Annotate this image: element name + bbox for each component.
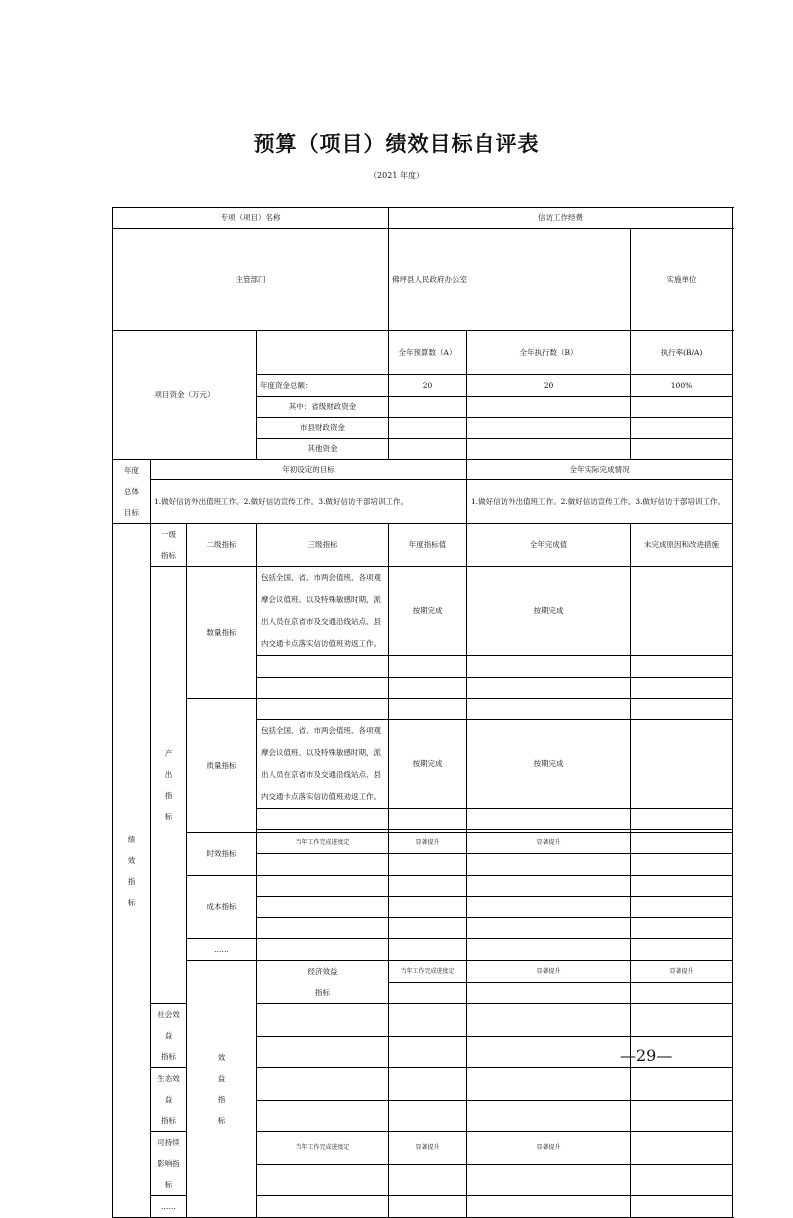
funds-city-label: 市县财政资金 — [257, 418, 389, 439]
social-label: 社会效益 指标 — [151, 1004, 187, 1068]
funds-provincial-label: 其中：省级财政资金 — [257, 397, 389, 418]
timeliness-target: 显著提升 — [389, 833, 467, 854]
goals-planned-text: 1.做好信访外出值班工作。2.做好信访宣传工作。3.做好信访干部培训工作。 — [151, 480, 467, 524]
performance-indicator-label: 绩 效 指 标 — [113, 524, 151, 1218]
quality-target: 按期完成 — [389, 720, 467, 809]
report-year: （2021 年度） — [369, 171, 424, 180]
goals-label-2: 总体 — [124, 487, 139, 497]
department-row — [113, 229, 733, 331]
evaluation-table — [112, 207, 733, 1218]
goals-label-3: 目标 — [124, 508, 139, 518]
economic-text: 当年工作完成进度定 — [389, 961, 467, 983]
timeliness-actual: 显著提升 — [467, 833, 631, 854]
goals-header-row — [113, 460, 733, 480]
output-indicator-label: 产 出 指 标 — [151, 567, 187, 1004]
output-ellipsis-row — [113, 939, 733, 961]
goals-actual-text: 1.做好信访外出值班工作。2.做好信访宣传工作。3.做好信访干部培训工作。 — [467, 480, 733, 524]
goals-content-row — [113, 480, 733, 524]
funds-other-label: 其他资金 — [257, 439, 389, 460]
funds-blank — [257, 331, 389, 375]
quality-text: 包括全国、省、市两会值班、各项观摩会议值班、以及特殊敏感时期，派出人员在京省市及交通沿线站点、县内交通卡点落实信访值班劝返工作。 — [257, 720, 389, 809]
quantity-row — [113, 567, 733, 656]
project-name-row — [113, 208, 733, 229]
funds-header-row — [113, 331, 733, 375]
ecological-label: 生态效益 指标 — [151, 1068, 187, 1132]
project-name-value: 信访工作经费 — [389, 208, 733, 229]
level2-header: 二级指标 — [187, 524, 257, 567]
quantity-target: 按期完成 — [389, 567, 467, 656]
quantity-actual: 按期完成 — [467, 567, 631, 656]
sustainable-target: 显著提升 — [389, 1132, 467, 1165]
cost-label: 成本指标 — [187, 876, 257, 939]
funds-total-a: 20 — [389, 375, 467, 397]
benefit-indicator-label: 效 益 指 标 — [187, 961, 257, 1218]
unit-label: 实施单位 — [631, 229, 733, 331]
goals-label-1: 年度 — [124, 466, 139, 476]
level3-header: 三级指标 — [257, 524, 389, 567]
funds-total-label: 年度资金总额： — [257, 375, 389, 397]
target-header: 年度指标值 — [389, 524, 467, 567]
level1-header: 一级 指标 — [151, 524, 187, 567]
cost-blank-row — [113, 876, 733, 897]
dept-value: 佛坪县人民政府办公室 — [389, 229, 631, 331]
funds-label: 项目资金（万元） — [113, 331, 257, 460]
quality-blank-row — [113, 699, 733, 720]
quantity-text: 包括全国、省、市两会值班、各项观摩会议值班、以及特殊敏感时期，派出人员在京省市及交通沿线站点、县内交通卡点落实信访值班劝返工作。 — [257, 567, 389, 656]
economic-target: 显著提升 — [467, 961, 631, 983]
reason-header: 未完成原因和改进措施 — [631, 524, 733, 567]
indicator-header-row — [113, 524, 733, 567]
quality-label: 质量指标 — [187, 699, 257, 833]
funds-col-b: 全年执行数（B） — [467, 331, 631, 375]
quantity-label: 数量指标 — [187, 567, 257, 699]
goals-planned-header: 年初设定的目标 — [151, 460, 467, 480]
economic-label: 经济效益 指标 — [257, 961, 389, 1004]
goals-actual-header: 全年实际完成情况 — [467, 460, 733, 480]
dept-label: 主管部门 — [113, 229, 389, 331]
funds-col-rate: 执行率(B/A) — [631, 331, 733, 375]
timeliness-label: 时效指标 — [187, 833, 257, 876]
funds-total-b: 20 — [467, 375, 631, 397]
funds-total-rate: 100% — [631, 375, 733, 397]
economic-actual: 显著提升 — [631, 961, 733, 983]
actual-header: 全年完成值 — [467, 524, 631, 567]
output-ellipsis: …… — [187, 939, 257, 961]
benefit-ellipsis: …… — [151, 1196, 187, 1218]
sustainable-text: 当年工作完成进度定 — [257, 1132, 389, 1165]
goals-label — [113, 460, 151, 524]
timeliness-row — [113, 833, 733, 854]
funds-col-a: 全年预算数（A） — [389, 331, 467, 375]
quality-actual: 按期完成 — [467, 720, 631, 809]
sustainable-label: 可持续影响指 标 — [151, 1132, 187, 1196]
project-name-label: 专项（项目）名称 — [113, 208, 389, 229]
page-title: 预算（项目）绩效目标自评表 — [253, 131, 540, 156]
economic-row — [113, 961, 733, 983]
timeliness-text: 当年工作完成进度定 — [257, 833, 389, 854]
page-number: —29— — [620, 1046, 673, 1065]
sustainable-actual: 显著提升 — [467, 1132, 631, 1165]
